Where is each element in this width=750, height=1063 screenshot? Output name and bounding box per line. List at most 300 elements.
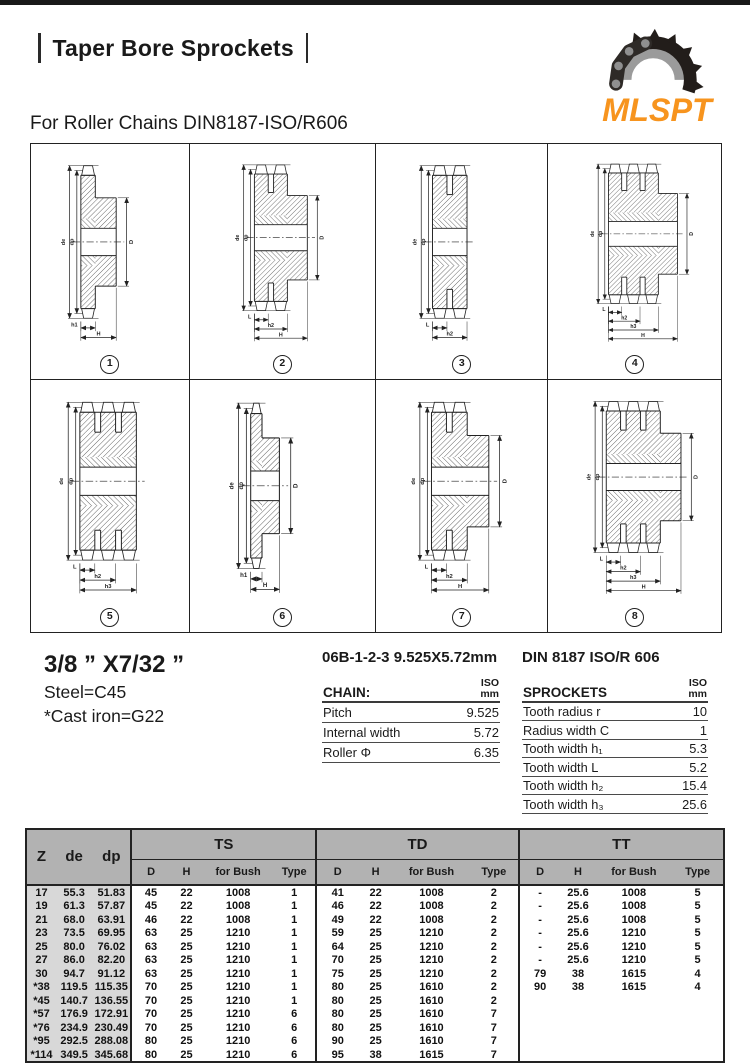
spec-row xyxy=(522,758,708,777)
cell-data: 25 xyxy=(180,927,193,940)
table-row xyxy=(26,980,724,994)
cell-data: 25.6 xyxy=(567,954,589,967)
svg-text:dp: dp xyxy=(597,230,604,237)
cell-data: 80 xyxy=(131,1048,169,1063)
spec-label: Roller Φ xyxy=(323,745,371,761)
table-head xyxy=(26,829,724,885)
spec-label: Tooth radius r xyxy=(523,704,601,720)
cell-data xyxy=(561,1034,596,1048)
spec-row xyxy=(522,777,708,796)
cell-data: 70 xyxy=(131,980,169,994)
cell-data: 1610 xyxy=(419,1035,444,1048)
cell-data: 1008 xyxy=(419,913,444,926)
svg-text:H: H xyxy=(458,583,463,590)
cell-data: 46 xyxy=(131,913,169,927)
table-row xyxy=(26,940,724,954)
cell-de: 61.3 xyxy=(56,899,92,913)
cell-data: 25.6 xyxy=(567,940,589,953)
cell-z: *114 xyxy=(26,1048,56,1063)
cell-data: 90 xyxy=(316,1034,358,1048)
cell-data: 25 xyxy=(369,981,382,994)
cell-dp: 136.55 xyxy=(92,994,131,1008)
cell-data: 2 xyxy=(490,981,497,994)
cell-data: 1210 xyxy=(419,927,444,940)
cell-de: 119.5 xyxy=(56,980,92,994)
cell-data: 41 xyxy=(316,885,358,900)
svg-text:H: H xyxy=(96,331,101,338)
svg-text:L: L xyxy=(73,564,77,571)
svg-text:dp: dp xyxy=(69,238,76,246)
spec-value: 1 xyxy=(699,722,707,738)
table-body xyxy=(26,885,724,1063)
cell-data: 25 xyxy=(180,1048,193,1061)
sprocket-section-drawing xyxy=(554,384,716,605)
drawing-number-badge: 7 xyxy=(452,608,471,627)
cell-data: 80 xyxy=(316,1007,358,1021)
svg-text:L: L xyxy=(599,556,603,563)
cell-data xyxy=(672,1034,724,1048)
cell-data: 1210 xyxy=(225,1021,251,1034)
svg-text:D: D xyxy=(693,475,700,480)
cell-data: - xyxy=(519,885,561,900)
spec-value: 25.6 xyxy=(682,796,707,812)
cell-data: 79 xyxy=(519,967,561,981)
cell-data: 70 xyxy=(131,1021,169,1035)
svg-text:de: de xyxy=(586,473,593,481)
sprocket-section-drawing xyxy=(554,148,716,352)
table-row xyxy=(26,1048,724,1063)
svg-text:h1: h1 xyxy=(71,322,78,329)
cell-data: - xyxy=(519,913,561,927)
cell-data: 25 xyxy=(180,1035,193,1048)
sprocket-drawing-panel-3 xyxy=(376,144,549,380)
cell-data: 1008 xyxy=(225,900,251,913)
din-spec-block xyxy=(522,649,708,814)
cell-data: 25.6 xyxy=(567,913,589,926)
brand-logo xyxy=(582,23,730,129)
svg-text:H: H xyxy=(263,582,268,590)
sub-header-d: D xyxy=(131,859,169,885)
svg-text:D: D xyxy=(292,483,300,488)
cell-data: - xyxy=(519,899,561,913)
sub-header-type: Type xyxy=(273,859,316,885)
cell-dp: 230.49 xyxy=(92,1021,131,1035)
cell-z: *95 xyxy=(26,1034,56,1048)
cell-data: 7 xyxy=(490,1035,497,1048)
din-table-header xyxy=(522,678,708,703)
cell-data: 1615 xyxy=(621,981,647,994)
size-block xyxy=(30,649,322,727)
cell-data xyxy=(519,994,561,1008)
cell-data: 6 xyxy=(291,1021,298,1034)
svg-text:H: H xyxy=(279,332,284,339)
svg-text:L: L xyxy=(248,314,252,321)
cell-dp: 288.08 xyxy=(92,1034,131,1048)
sprocket-section-drawing xyxy=(381,148,542,352)
cell-data: 38 xyxy=(571,981,585,994)
sub-header-for-bush: for Bush xyxy=(203,859,273,885)
cell-data: 1 xyxy=(291,981,298,994)
cell-dp: 345.68 xyxy=(92,1048,131,1063)
cell-data: 1210 xyxy=(225,1048,251,1061)
unit-iso: ISO xyxy=(688,677,707,689)
cell-data: 1210 xyxy=(225,927,251,940)
cell-data: 1 xyxy=(291,994,298,1007)
cell-data: 1008 xyxy=(225,913,251,926)
svg-text:h2: h2 xyxy=(446,573,454,580)
cell-data: 2 xyxy=(490,913,497,926)
cell-data: 1610 xyxy=(419,1021,444,1034)
table-row xyxy=(26,1034,724,1048)
cell-data xyxy=(595,994,672,1008)
cell-dp: 172.91 xyxy=(92,1007,131,1021)
cell-data: 1210 xyxy=(225,1035,251,1048)
cell-z: 27 xyxy=(26,953,56,967)
cell-data: 1210 xyxy=(419,954,444,967)
cell-data: 1 xyxy=(291,913,298,926)
table-row xyxy=(26,953,724,967)
title-wrap xyxy=(38,33,308,63)
spec-label: Pitch xyxy=(323,705,352,721)
cell-data: 1210 xyxy=(225,954,251,967)
din-header-label: SPROCKETS xyxy=(523,684,608,700)
cell-z: *76 xyxy=(26,1021,56,1035)
cell-dp: 69.95 xyxy=(92,926,131,940)
table-row xyxy=(26,1007,724,1021)
cell-data xyxy=(519,1048,561,1063)
cell-data xyxy=(672,1007,724,1021)
svg-text:h2: h2 xyxy=(621,315,628,322)
cell-data: 1008 xyxy=(225,886,251,899)
cell-data: 25 xyxy=(369,927,382,940)
svg-text:h2: h2 xyxy=(268,323,275,330)
cell-data: 2 xyxy=(490,927,497,940)
svg-text:de: de xyxy=(589,230,596,237)
cell-dp: 63.91 xyxy=(92,913,131,927)
cell-data xyxy=(672,1048,724,1063)
sprocket-section-drawing xyxy=(36,384,184,605)
cell-data: 46 xyxy=(316,899,358,913)
cell-data: 25 xyxy=(180,994,193,1007)
cell-data: 25 xyxy=(369,1021,382,1034)
cell-data xyxy=(595,1007,672,1021)
title-rule-right xyxy=(306,33,309,63)
cell-data xyxy=(519,1021,561,1035)
din-unit-label xyxy=(688,678,707,700)
cell-dp: 76.02 xyxy=(92,940,131,954)
cell-data: 25 xyxy=(369,954,382,967)
sprocket-table xyxy=(25,828,725,1063)
svg-text:dp: dp xyxy=(594,473,601,481)
cell-data: 1210 xyxy=(621,954,647,967)
chain-spec-block xyxy=(322,649,500,763)
svg-text:dp: dp xyxy=(421,238,428,246)
cell-data: 1008 xyxy=(621,886,647,899)
din-table-rows xyxy=(522,703,708,814)
cell-data: 59 xyxy=(316,926,358,940)
cell-data xyxy=(519,1034,561,1048)
spec-row xyxy=(522,740,708,759)
table-row xyxy=(26,899,724,913)
sprocket-section-drawing xyxy=(195,384,369,605)
cell-data: 49 xyxy=(316,913,358,927)
cell-data: 2 xyxy=(490,886,497,899)
cell-de: 292.5 xyxy=(56,1034,92,1048)
unit-mm: mm xyxy=(688,687,707,700)
title-rule-left xyxy=(38,33,41,63)
cell-data: 6 xyxy=(291,1048,298,1061)
svg-text:h2: h2 xyxy=(446,331,454,338)
sprocket-drawing-panel-8 xyxy=(548,380,721,632)
size-designation: 3/8 ” X7/32 ” xyxy=(44,651,185,678)
spec-label: Tooth width L xyxy=(523,759,599,775)
cell-data: 1 xyxy=(291,954,298,967)
svg-text:h3: h3 xyxy=(104,583,112,590)
cell-data: 2 xyxy=(490,994,497,1007)
sub-header-type: Type xyxy=(672,859,724,885)
subtitle: For Roller Chains DIN8187-ISO/R606 xyxy=(30,113,348,134)
cell-data: 7 xyxy=(490,1008,497,1021)
cell-z: 17 xyxy=(26,885,56,900)
spec-row xyxy=(322,723,500,743)
sprocket-drawing-panel-5 xyxy=(31,380,190,632)
cell-data: 63 xyxy=(131,967,169,981)
svg-text:D: D xyxy=(688,232,695,236)
svg-text:H: H xyxy=(641,584,646,591)
cell-data xyxy=(561,1021,596,1035)
cell-data: 7 xyxy=(490,1048,497,1061)
cell-data: 70 xyxy=(316,953,358,967)
cell-data: 5 xyxy=(694,954,701,967)
table-row xyxy=(26,1021,724,1035)
cell-data: - xyxy=(519,926,561,940)
cell-de: 349.5 xyxy=(56,1048,92,1063)
cell-data: 5 xyxy=(694,927,701,940)
cell-data: 25.6 xyxy=(567,927,589,940)
cell-data: 1210 xyxy=(225,981,251,994)
col-header-de: de xyxy=(56,829,92,885)
drawing-number-badge: 6 xyxy=(273,608,292,627)
cell-data: 1210 xyxy=(621,927,647,940)
cell-data: 25 xyxy=(369,940,382,953)
cell-z: 21 xyxy=(26,913,56,927)
cell-data: 2 xyxy=(490,967,497,980)
cell-data xyxy=(672,994,724,1008)
svg-text:de: de xyxy=(411,477,418,485)
table-row xyxy=(26,926,724,940)
svg-text:h1: h1 xyxy=(240,572,248,580)
sprocket-section-drawing xyxy=(381,384,542,605)
cell-de: 73.5 xyxy=(56,926,92,940)
svg-text:MLSPT: MLSPT xyxy=(602,92,712,129)
spec-row xyxy=(322,703,500,723)
svg-text:de: de xyxy=(412,238,419,246)
cell-data: 22 xyxy=(369,886,382,899)
chain-table-rows xyxy=(322,703,500,763)
cell-data: 25 xyxy=(369,1035,382,1048)
group-header-tt: TT xyxy=(519,829,724,860)
cell-data: 1210 xyxy=(225,1008,251,1021)
cell-data: 45 xyxy=(131,899,169,913)
cell-data: 45 xyxy=(131,885,169,900)
svg-text:dp: dp xyxy=(243,234,250,242)
cell-data: 1 xyxy=(291,967,298,980)
sub-header-for-bush: for Bush xyxy=(595,859,672,885)
cell-dp: 57.87 xyxy=(92,899,131,913)
cell-data: 63 xyxy=(131,926,169,940)
cell-data: 1 xyxy=(291,927,298,940)
cell-data: 25 xyxy=(180,1021,193,1034)
cell-data: 1210 xyxy=(419,940,444,953)
cell-data: 1615 xyxy=(419,1048,444,1061)
cell-data: 70 xyxy=(131,1007,169,1021)
cell-data: 6 xyxy=(291,1035,298,1048)
sprocket-drawing-panel-1 xyxy=(31,144,190,380)
spec-label: Tooth width h₁ xyxy=(523,741,603,757)
specs-section xyxy=(30,649,722,814)
cell-data: 2 xyxy=(490,900,497,913)
cell-data: 1610 xyxy=(419,994,444,1007)
cell-data: 2 xyxy=(490,940,497,953)
cell-data: 1008 xyxy=(621,900,647,913)
din-spec-title: DIN 8187 ISO/R 606 xyxy=(522,649,660,666)
cell-data xyxy=(519,1007,561,1021)
cell-data: 63 xyxy=(131,953,169,967)
chain-table-header xyxy=(322,678,500,703)
spec-row xyxy=(522,703,708,722)
drawing-number-badge: 2 xyxy=(273,355,292,374)
cell-z: *57 xyxy=(26,1007,56,1021)
cell-data: - xyxy=(519,940,561,954)
chain-header-label: CHAIN: xyxy=(323,684,371,700)
svg-text:L: L xyxy=(602,306,606,313)
cell-data: 1008 xyxy=(621,913,647,926)
cell-data: 1210 xyxy=(225,940,251,953)
cell-data: 90 xyxy=(519,980,561,994)
cell-data: 80 xyxy=(316,1021,358,1035)
sub-header-h: H xyxy=(561,859,596,885)
table-row xyxy=(26,967,724,981)
cell-data: 38 xyxy=(369,1048,382,1061)
cell-data: 1210 xyxy=(621,940,647,953)
cell-z: 19 xyxy=(26,899,56,913)
svg-text:de: de xyxy=(235,234,242,241)
cell-data: 25 xyxy=(180,967,193,980)
sub-header-d: D xyxy=(316,859,358,885)
cell-de: 55.3 xyxy=(56,885,92,900)
cell-data: 80 xyxy=(316,980,358,994)
unit-mm: mm xyxy=(480,687,499,700)
svg-text:L: L xyxy=(424,564,429,571)
cell-z: 30 xyxy=(26,967,56,981)
sub-header-h: H xyxy=(358,859,393,885)
cell-data xyxy=(561,1048,596,1063)
group-header-td: TD xyxy=(316,829,518,860)
svg-text:h3: h3 xyxy=(629,575,637,582)
cell-data xyxy=(561,1007,596,1021)
cell-data: 1210 xyxy=(225,994,251,1007)
svg-text:D: D xyxy=(129,239,136,244)
sub-header-type: Type xyxy=(470,859,519,885)
cell-data: 80 xyxy=(131,1034,169,1048)
cell-data: 70 xyxy=(131,994,169,1008)
cell-de: 176.9 xyxy=(56,1007,92,1021)
page-title: Taper Bore Sprockets xyxy=(52,34,294,61)
spec-value: 5.3 xyxy=(689,741,707,757)
cell-data: 6 xyxy=(291,1008,298,1021)
sub-header-d: D xyxy=(519,859,561,885)
cell-data: 1 xyxy=(291,940,298,953)
spec-value: 5.2 xyxy=(689,759,707,775)
drawing-number-badge: 1 xyxy=(100,355,119,374)
cell-data: 4 xyxy=(694,967,701,980)
cell-data: 25 xyxy=(369,1008,382,1021)
cell-data: 1210 xyxy=(419,967,444,980)
chain-unit-label xyxy=(480,678,499,700)
sub-header-h: H xyxy=(170,859,204,885)
spec-value: 6.35 xyxy=(473,745,499,761)
cell-data: 80 xyxy=(316,994,358,1008)
cell-data: 1 xyxy=(291,900,298,913)
cell-data: 25 xyxy=(180,981,193,994)
cell-data: 1008 xyxy=(419,900,444,913)
cell-data: 22 xyxy=(180,886,193,899)
cell-data: 1 xyxy=(291,886,298,899)
cell-data: 25.6 xyxy=(567,886,589,899)
cell-dp: 115.35 xyxy=(92,980,131,994)
cell-data xyxy=(672,1021,724,1035)
material-cast-iron: *Cast iron=G22 xyxy=(44,706,165,726)
table-row xyxy=(26,994,724,1008)
cell-data xyxy=(595,1034,672,1048)
cell-data xyxy=(595,1048,672,1063)
cell-data: 38 xyxy=(571,967,585,980)
cell-data: - xyxy=(519,953,561,967)
cell-data: 1610 xyxy=(419,1008,444,1021)
svg-text:h2: h2 xyxy=(619,565,627,572)
sprocket-drawing-panel-6 xyxy=(190,380,376,632)
cell-de: 86.0 xyxy=(56,953,92,967)
sprocket-drawing-panel-2 xyxy=(190,144,376,380)
cell-dp: 51.83 xyxy=(92,885,131,900)
chain-spec-title: 06B-1-2-3 9.525X5.72mm xyxy=(322,649,498,666)
cell-data: 22 xyxy=(180,913,193,926)
sub-header-for-bush: for Bush xyxy=(393,859,470,885)
sprocket-section-drawing xyxy=(195,148,369,352)
sprocket-chain-logo-icon xyxy=(582,23,730,129)
sprocket-drawing-panel-4 xyxy=(548,144,721,380)
table-row xyxy=(26,885,724,900)
svg-text:L: L xyxy=(426,322,430,329)
cell-data: 95 xyxy=(316,1048,358,1063)
svg-text:dp: dp xyxy=(238,482,246,490)
cell-data: 25 xyxy=(369,967,382,980)
group-header-ts: TS xyxy=(131,829,316,860)
svg-text:D: D xyxy=(502,479,509,484)
cell-data: 25.6 xyxy=(567,900,589,913)
drawing-number-badge: 5 xyxy=(100,608,119,627)
cell-data: 7 xyxy=(490,1021,497,1034)
cell-data: 22 xyxy=(369,913,382,926)
svg-text:de: de xyxy=(60,238,67,246)
cell-data: 25 xyxy=(369,994,382,1007)
svg-text:dp: dp xyxy=(420,477,427,485)
cell-data: 1610 xyxy=(419,981,444,994)
spec-label: Internal width xyxy=(323,725,401,741)
cell-de: 80.0 xyxy=(56,940,92,954)
cell-data: 25 xyxy=(180,954,193,967)
col-header-dp: dp xyxy=(92,829,131,885)
